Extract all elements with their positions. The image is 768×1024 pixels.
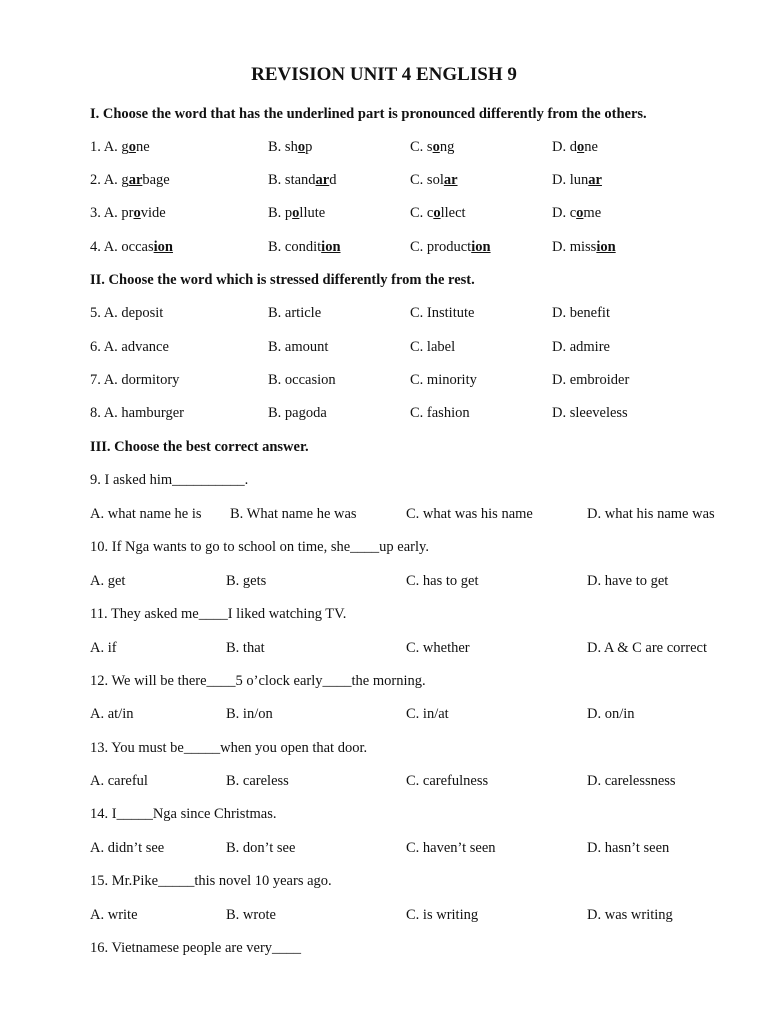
question-14-option-d: D. hasn’t seen xyxy=(587,840,670,856)
question-6-option-a: 6. A. advance xyxy=(90,339,169,355)
question-14-option-b: B. don’t see xyxy=(226,840,296,856)
section-3-heading: III. Choose the best correct answer. xyxy=(90,439,309,455)
question-9-stem: 9. I asked him__________. xyxy=(90,472,249,488)
question-10-option-c: C. has to get xyxy=(406,573,479,589)
question-2-option-b: B. standard xyxy=(268,172,337,188)
question-row xyxy=(0,405,768,425)
question-14-option-a: A. didn’t see xyxy=(90,840,165,856)
question-row xyxy=(0,640,768,660)
question-3-option-d: D. come xyxy=(552,205,602,221)
question-7-option-b: B. occasion xyxy=(268,372,336,388)
question-2-option-c: C. solar xyxy=(410,172,458,188)
question-9-option-b: B. What name he was xyxy=(230,506,357,522)
question-12-option-a: A. at/in xyxy=(90,706,134,722)
question-10-option-b: B. gets xyxy=(226,573,267,589)
question-8-option-c: C. fashion xyxy=(410,405,470,421)
question-8-option-b: B. pagoda xyxy=(268,405,327,421)
question-5-option-c: C. Institute xyxy=(410,305,475,321)
page-title: REVISION UNIT 4 ENGLISH 9 xyxy=(251,64,517,85)
question-row xyxy=(0,372,768,392)
question-9-option-d: D. what his name was xyxy=(587,506,715,522)
question-row xyxy=(0,205,768,225)
question-10-option-d: D. have to get xyxy=(587,573,669,589)
question-row xyxy=(0,172,768,192)
question-4-option-a: 4. A. occasion xyxy=(90,239,173,255)
question-5-option-b: B. article xyxy=(268,305,322,321)
question-row xyxy=(0,239,768,259)
question-11-option-b: B. that xyxy=(226,640,265,656)
question-14-option-c: C. haven’t seen xyxy=(406,840,496,856)
question-9-option-c: C. what was his name xyxy=(406,506,533,522)
question-12-option-d: D. on/in xyxy=(587,706,635,722)
question-3-option-a: 3. A. provide xyxy=(90,205,166,221)
question-5-option-a: 5. A. deposit xyxy=(90,305,164,321)
question-13-option-b: B. careless xyxy=(226,773,289,789)
question-11-option-d: D. A & C are correct xyxy=(587,640,707,656)
question-row xyxy=(0,139,768,159)
question-12-stem: 12. We will be there____5 o’clock early____the morning. xyxy=(90,673,426,689)
question-13-option-a: A. careful xyxy=(90,773,148,789)
question-5-option-d: D. benefit xyxy=(552,305,610,321)
question-12-option-c: C. in/at xyxy=(406,706,449,722)
question-15-stem: 15. Mr.Pike_____this novel 10 years ago. xyxy=(90,873,332,889)
question-2-option-d: D. lunar xyxy=(552,172,602,188)
question-12-option-b: B. in/on xyxy=(226,706,273,722)
question-9-option-a: A. what name he is xyxy=(90,506,202,522)
question-15-option-d: D. was writing xyxy=(587,907,673,923)
question-3-option-b: B. pollute xyxy=(268,205,326,221)
question-row xyxy=(0,506,768,526)
question-1-option-d: D. done xyxy=(552,139,598,155)
question-11-option-a: A. if xyxy=(90,640,117,656)
question-15-option-c: C. is writing xyxy=(406,907,479,923)
question-4-option-b: B. condition xyxy=(268,239,341,255)
question-13-option-d: D. carelessness xyxy=(587,773,676,789)
question-7-option-c: C. minority xyxy=(410,372,477,388)
question-1-option-b: B. shop xyxy=(268,139,313,155)
question-row xyxy=(0,305,768,325)
section-2-heading: II. Choose the word which is stressed differently from the rest. xyxy=(90,272,475,288)
question-11-option-c: C. whether xyxy=(406,640,470,656)
question-row xyxy=(0,840,768,860)
question-11-stem: 11. They asked me____I liked watching TV. xyxy=(90,606,347,622)
question-row xyxy=(0,706,768,726)
question-4-option-c: C. production xyxy=(410,239,491,255)
question-15-option-b: B. wrote xyxy=(226,907,276,923)
question-8-option-a: 8. A. hamburger xyxy=(90,405,184,421)
question-14-stem: 14. I_____Nga since Christmas. xyxy=(90,806,277,822)
question-13-stem: 13. You must be_____when you open that door. xyxy=(90,740,368,756)
question-8-option-d: D. sleeveless xyxy=(552,405,628,421)
question-1-option-c: C. song xyxy=(410,139,455,155)
question-2-option-a: 2. A. garbage xyxy=(90,172,170,188)
question-row xyxy=(0,573,768,593)
question-6-option-b: B. amount xyxy=(268,339,329,355)
question-row xyxy=(0,907,768,927)
question-row xyxy=(0,339,768,359)
question-3-option-c: C. collect xyxy=(410,205,466,221)
question-10-stem: 10. If Nga wants to go to school on time, she____up early. xyxy=(90,539,429,555)
question-13-option-c: C. carefulness xyxy=(406,773,489,789)
question-7-option-a: 7. A. dormitory xyxy=(90,372,180,388)
question-15-option-a: A. write xyxy=(90,907,138,923)
section-1-heading: I. Choose the word that has the underlined part is pronounced differently from the others. xyxy=(90,106,647,122)
question-6-option-c: C. label xyxy=(410,339,456,355)
question-4-option-d: D. mission xyxy=(552,239,616,255)
question-row xyxy=(0,773,768,793)
question-1-option-a: 1. A. gone xyxy=(90,139,150,155)
question-6-option-d: D. admire xyxy=(552,339,610,355)
question-10-option-a: A. get xyxy=(90,573,126,589)
question-7-option-d: D. embroider xyxy=(552,372,630,388)
question-16-stem: 16. Vietnamese people are very____ xyxy=(90,940,302,956)
